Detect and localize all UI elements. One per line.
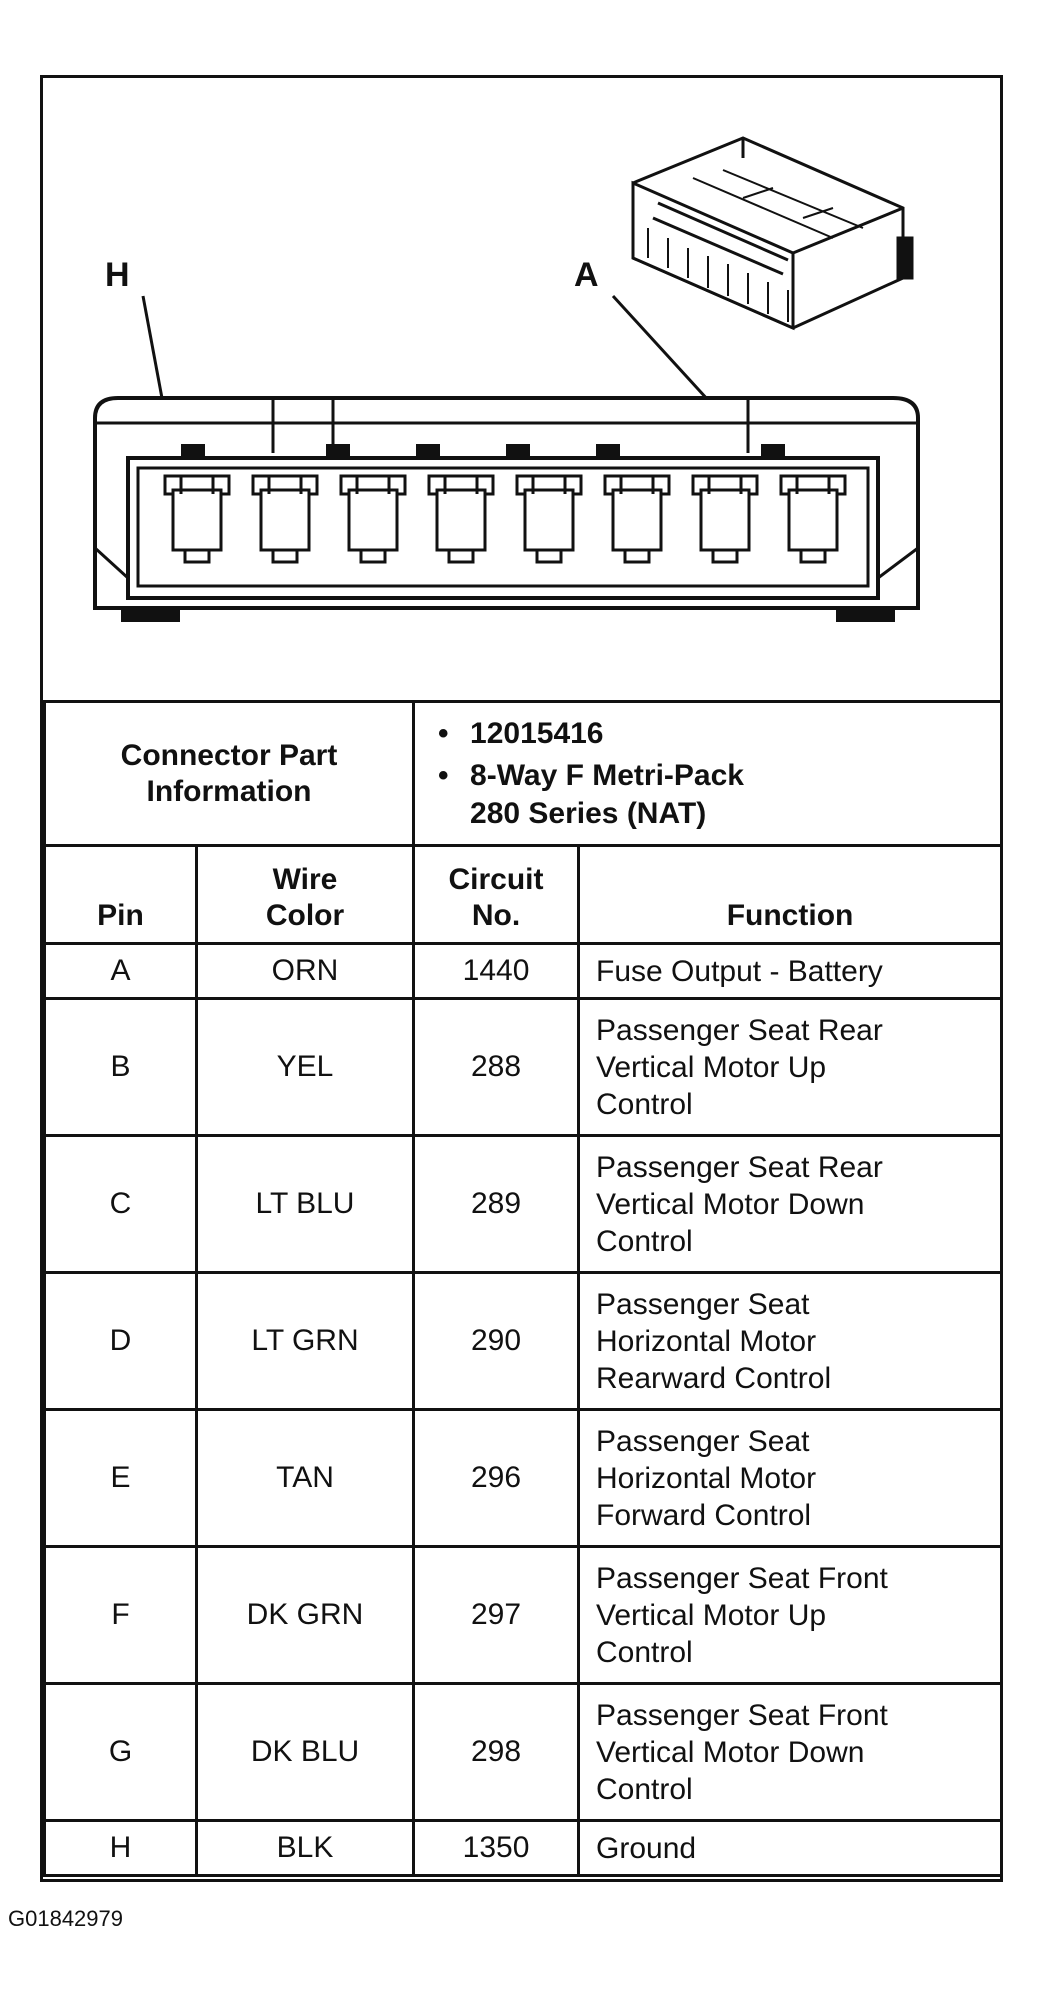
function-cell <box>579 1410 1002 1547</box>
function-line: Forward Control <box>596 1498 812 1532</box>
function-line: Passenger Seat Front <box>596 1561 888 1595</box>
circuit-cell: 1350 <box>414 1821 579 1876</box>
wire-color-cell: LT GRN <box>197 1273 414 1410</box>
header-wire-color: Wire Color <box>197 846 414 944</box>
function-line: Horizontal Motor <box>596 1324 817 1358</box>
terminal-cavity <box>693 476 757 562</box>
function-line: Vertical Motor Up <box>596 1598 827 1632</box>
wire-color-cell: YEL <box>197 999 414 1136</box>
function-cell <box>579 944 1002 999</box>
circuit-cell: 290 <box>414 1273 579 1410</box>
function-line: Rearward Control <box>596 1361 832 1395</box>
function-line: Passenger Seat <box>596 1287 810 1321</box>
table-row <box>45 999 1002 1136</box>
function-line: Control <box>596 1635 693 1669</box>
connector-pinout-table <box>43 700 1003 1877</box>
terminal-cavity <box>781 476 845 562</box>
function-line: Control <box>596 1224 693 1258</box>
table-row <box>45 1410 1002 1547</box>
isometric-connector-icon <box>633 138 912 328</box>
table-row <box>45 1547 1002 1684</box>
function-cell <box>579 999 1002 1136</box>
terminal-cavity <box>253 476 317 562</box>
pin-cell: F <box>45 1547 197 1684</box>
function-line: Horizontal Motor <box>596 1461 817 1495</box>
table-header-row <box>45 846 1002 944</box>
pin-h-label: H <box>105 256 130 294</box>
function-line: Passenger Seat <box>596 1424 810 1458</box>
wire-color-cell: DK BLU <box>197 1684 414 1821</box>
pin-cell: A <box>45 944 197 999</box>
connector-illustration <box>43 78 1000 700</box>
pin-cell: C <box>45 1136 197 1273</box>
pin-cell: G <box>45 1684 197 1821</box>
connector-description: 8-Way F Metri-Pack <box>470 758 744 792</box>
terminal-cavity <box>341 476 405 562</box>
function-cell <box>579 1136 1002 1273</box>
circuit-cell: 298 <box>414 1684 579 1821</box>
circuit-cell: 289 <box>414 1136 579 1273</box>
terminal-cavity <box>517 476 581 562</box>
circuit-cell: 296 <box>414 1410 579 1547</box>
header-function: Function <box>579 846 1002 944</box>
function-line: Control <box>596 1087 693 1121</box>
terminal-cavity <box>429 476 493 562</box>
connector-document-frame <box>40 75 1003 1882</box>
circuit-cell: 297 <box>414 1547 579 1684</box>
function-cell <box>579 1273 1002 1410</box>
pin-cell: D <box>45 1273 197 1410</box>
function-line: Vertical Motor Up <box>596 1050 827 1084</box>
header-pin: Pin <box>45 846 197 944</box>
function-line: Fuse Output - Battery <box>596 954 883 988</box>
function-line: Passenger Seat Rear <box>596 1150 883 1184</box>
pin-a-label: A <box>574 256 599 294</box>
function-line: Control <box>596 1772 693 1806</box>
function-line: Ground <box>596 1831 697 1865</box>
connector-part-info-value: • 12015416 • 8-Way F Metri-Pack 280 Series (NAT) <box>414 702 1002 846</box>
function-cell <box>579 1547 1002 1684</box>
table-row <box>45 944 1002 999</box>
circuit-cell: 1440 <box>414 944 579 999</box>
wire-color-cell: ORN <box>197 944 414 999</box>
terminal-cavity <box>165 476 229 562</box>
connector-diagram <box>43 78 1000 700</box>
function-line: Vertical Motor Down <box>596 1187 865 1221</box>
pin-cell: E <box>45 1410 197 1547</box>
table-row <box>45 1821 1002 1876</box>
function-line: Vertical Motor Down <box>596 1735 865 1769</box>
table-row <box>45 1136 1002 1273</box>
table-row <box>45 1684 1002 1821</box>
function-cell <box>579 1684 1002 1821</box>
function-cell <box>579 1821 1002 1876</box>
wire-color-cell: LT BLU <box>197 1136 414 1273</box>
table-row <box>45 1273 1002 1410</box>
connector-part-info-row <box>45 702 1002 846</box>
pin-cell: H <box>45 1821 197 1876</box>
connector-part-info-label: Connector Part Information <box>45 702 414 846</box>
wire-color-cell: DK GRN <box>197 1547 414 1684</box>
part-number: 12015416 <box>470 716 604 750</box>
circuit-cell: 288 <box>414 999 579 1136</box>
function-line: Passenger Seat Front <box>596 1698 888 1732</box>
wire-color-cell: TAN <box>197 1410 414 1547</box>
header-circuit-no: Circuit No. <box>414 846 579 944</box>
pin-cell: B <box>45 999 197 1136</box>
function-line: Passenger Seat Rear <box>596 1013 883 1047</box>
figure-code: G01842979 <box>8 1906 123 1931</box>
wire-color-cell: BLK <box>197 1821 414 1876</box>
terminal-cavity <box>605 476 669 562</box>
